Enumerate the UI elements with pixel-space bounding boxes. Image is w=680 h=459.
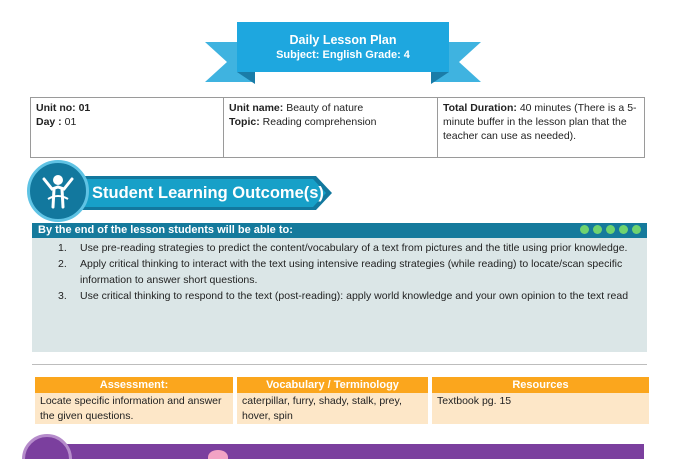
unit-name-value: Beauty of nature: [286, 102, 364, 114]
day-label: Day :: [36, 116, 62, 128]
page-title: Daily Lesson Plan: [289, 32, 397, 47]
topic-value: Reading comprehension: [262, 116, 377, 128]
item-text: Apply critical thinking to interact with the text using intensive reading strategies (while reading) to locate/scan specific information to answer short questions.: [80, 258, 623, 286]
lesson-info-table: [30, 97, 645, 158]
section-title-outcomes: Student Learning Outcome(s): [92, 184, 324, 202]
assessment-cell: Locate specific information and answer the given questions.: [35, 393, 233, 424]
item-number: 3.: [58, 290, 67, 302]
dot-icon: [606, 225, 615, 234]
vocabulary-cell: caterpillar, furry, shady, stalk, prey, hover, spin: [237, 393, 428, 424]
unit-no-label: Unit no:: [36, 102, 76, 114]
dot-icon: [580, 225, 589, 234]
unit-name-label: Unit name:: [229, 102, 284, 114]
next-section-banner: [60, 444, 644, 459]
item-number: 1.: [58, 242, 67, 254]
student-figure-icon: [27, 160, 89, 222]
duration-label: Total Duration:: [443, 102, 517, 114]
dot-icon: [619, 225, 628, 234]
ribbon-main: [237, 22, 449, 72]
item-text: Use pre-reading strategies to predict the content/vocabulary of a text from pictures and the title using prior knowledge.: [80, 242, 628, 254]
topic-label: Topic:: [229, 116, 260, 128]
list-item: [58, 240, 643, 256]
list-item: [58, 256, 643, 288]
unit-no-value: 01: [78, 102, 91, 114]
item-text: Use critical thinking to respond to the text (post-reading): apply world knowledge and your own opinion to the text read: [80, 290, 629, 302]
duration-cell: [438, 98, 645, 158]
item-number: 2.: [58, 258, 67, 270]
unit-cell: [31, 98, 224, 158]
outcomes-list: [58, 240, 643, 304]
section-divider: [32, 364, 647, 365]
duration-value: 40 minutes (There is a 5-minute buffer in the lesson plan that the teacher can use as needed).: [443, 102, 637, 142]
dot-icon: [593, 225, 602, 234]
outcomes-intro: By the end of the lesson students will be able to:: [38, 224, 293, 236]
page-subtitle: Subject: English Grade: 4: [276, 48, 410, 61]
unit-name-cell: [224, 98, 438, 158]
vocabulary-header: Vocabulary / Terminology: [237, 377, 428, 393]
day-value: 01: [64, 116, 77, 128]
list-item: [58, 288, 643, 304]
outcomes-intro-bar: [32, 223, 647, 238]
dot-icon: [632, 225, 641, 234]
assessment-header: Assessment:: [35, 377, 233, 393]
resources-header: Resources: [432, 377, 649, 393]
globe-icon: [22, 434, 72, 459]
character-icon: [208, 450, 228, 459]
bar-icons: [580, 225, 641, 234]
resources-cell: Textbook pg. 15: [432, 393, 649, 424]
lesson-plan-ribbon: [205, 22, 481, 86]
